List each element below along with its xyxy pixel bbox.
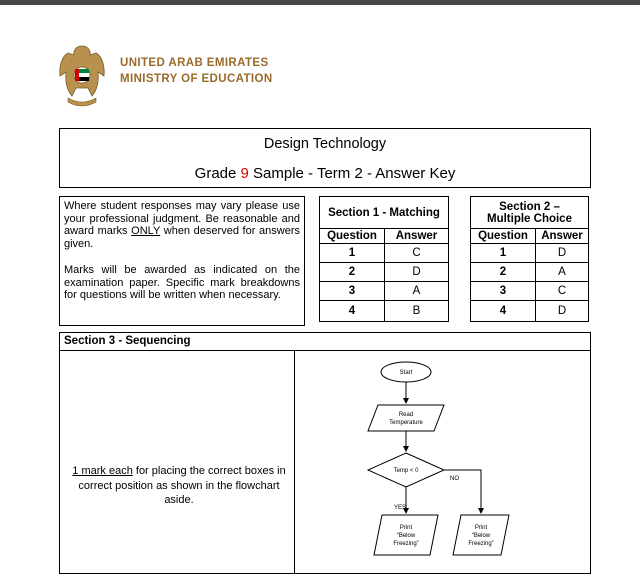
section2-answer: D [536,301,589,322]
ministry-name [120,55,273,87]
flow-yes-label: YES [394,505,407,511]
title-box [59,128,591,188]
flow-print-no-2: “Below [471,533,491,539]
table-row [320,263,449,282]
section2-title-line-2: Multiple Choice [487,212,572,225]
section2-question-header: Question [471,229,536,244]
grade-suffix: Sample - Term 2 - Answer Key [248,165,456,182]
marking-note-1 [64,200,300,250]
subject-title: Design Technology [263,136,387,152]
section1-matching-table [319,196,449,322]
section1-answer: A [385,282,449,301]
section2-question: 2 [471,263,536,282]
section1-answer-header: Answer [385,229,449,244]
table-row [471,282,589,301]
section2-question: 4 [471,301,536,322]
grade-prefix: Grade [194,165,241,182]
flow-read-input [368,405,444,431]
section1-question: 4 [320,301,385,322]
flow-print-yes-1: Print [399,525,413,531]
flow-print-yes-2: “Below [396,533,416,539]
note1-part-a: Where student responses may vary please use your professional judgment. Be reasonable and award marks [64,200,300,237]
table-row [320,301,449,322]
section2-title [471,197,589,229]
instruction-rest: for placing the correct boxes in correct position as shown in the flowchart aside. [78,465,286,506]
section2-question: 1 [471,244,536,263]
section2-answer: A [536,263,589,282]
instruction-marks: 1 mark each [72,465,133,477]
marking-note-2: Marks will be awarded as indicated on the examination paper. Specific mark breakdowns for questions will be written when necessary. [64,264,300,301]
table-row [471,263,589,282]
note1-part-b: when deserved for answers given. [64,225,300,250]
section1-title: Section 1 - Matching [320,197,449,229]
section2-answer: D [536,244,589,263]
section2-title-line-1: Section 2 – [499,200,560,213]
section1-question: 1 [320,244,385,263]
table-row [471,244,589,263]
table-row [320,282,449,301]
section2-answer-header: Answer [536,229,589,244]
section3-title: Section 3 - Sequencing [64,335,191,347]
uae-emblem-icon [56,42,108,112]
flow-start-label: Start [399,370,413,376]
ministry-line-1: UNITED ARAB EMIRATES [120,57,269,69]
section2-answer: C [536,282,589,301]
grade-number: 9 [240,165,249,182]
ministry-line-2: MINISTRY OF EDUCATION [120,73,273,85]
flow-print-no-1: Print [474,525,488,531]
section1-answer: D [385,263,449,282]
marking-notes-box [59,196,305,326]
flow-decision-label: Temp < 0 [393,468,419,474]
section1-question: 2 [320,263,385,282]
answer-key-title [60,165,590,182]
section2-multiple-choice-table [470,196,589,322]
note1-only: ONLY [131,225,161,237]
section1-question-header: Question [320,229,385,244]
section1-answer: B [385,301,449,322]
flow-print-yes-3: Freezing” [393,541,419,547]
section1-answer: C [385,244,449,263]
flow-no-label: NO [450,476,459,482]
section3-box [59,332,591,574]
section2-question: 3 [471,282,536,301]
table-row [471,301,589,322]
sequencing-flowchart [60,333,590,558]
flow-read-label-2: Temperature [389,420,423,426]
section1-question: 3 [320,282,385,301]
flow-read-label-1: Read [398,412,414,418]
top-bar [0,0,640,5]
table-row [320,244,449,263]
flow-print-no-3: Freezing” [468,541,494,547]
